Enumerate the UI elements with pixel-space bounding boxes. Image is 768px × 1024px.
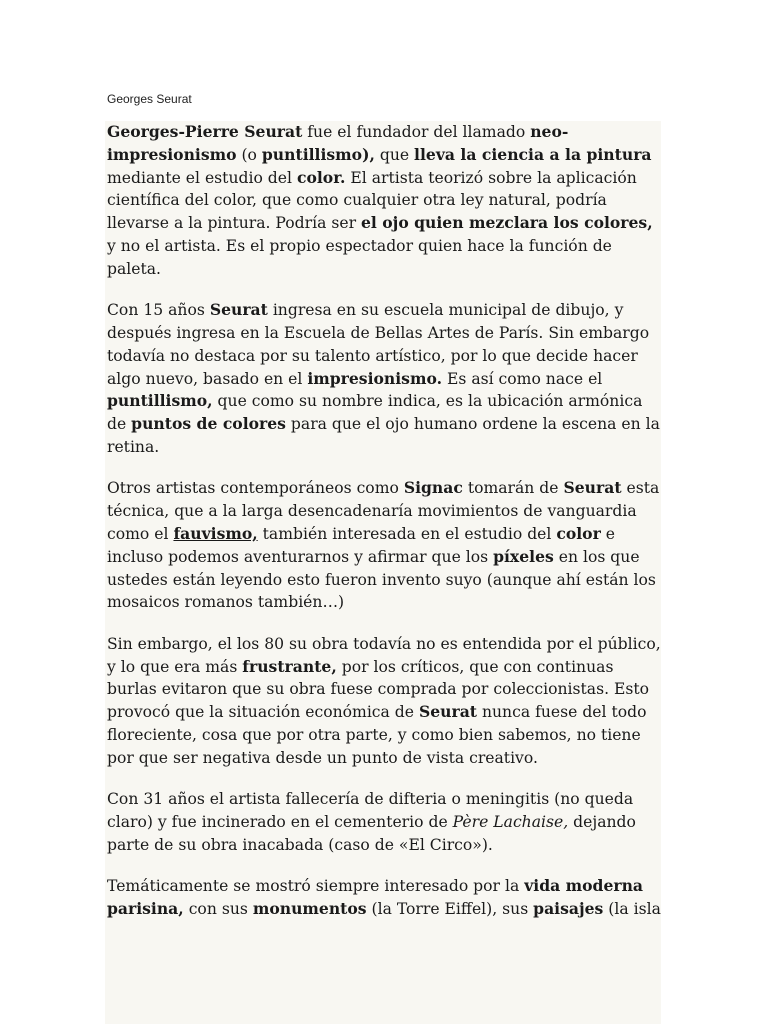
- text-run: Temáticamente se mostró siempre interesado por la: [107, 877, 525, 896]
- bold-text: píxeles: [493, 546, 554, 566]
- bold-text: puntos de colores: [131, 414, 286, 434]
- text-run: El artista teorizó sobre la aplicación científica del color, que como cualquier otra ley natural, podría llevarse a la pintura. Podría ser: [107, 168, 637, 233]
- text-run: (la isla: [603, 899, 661, 918]
- text-run: que como su nombre indica, es la ubicación armónica de: [107, 392, 643, 434]
- bold-text: Seurat: [209, 300, 268, 320]
- bold-text: lleva la ciencia a la pintura: [414, 144, 652, 164]
- text-run: Con 31 años el artista fallecería de difteria o meningitis (no queda claro) y fue incinerado en el cementerio de: [107, 790, 634, 831]
- text-run: Con 15 años: [107, 301, 210, 320]
- paragraph: [107, 299, 661, 459]
- text-run: que: [374, 145, 415, 164]
- bold-text: Signac: [403, 478, 463, 498]
- paragraph: [107, 633, 661, 770]
- text-run: esta técnica, que a la larga desencadenaría movimientos de vanguardia como el: [107, 479, 660, 543]
- bold-text: Seurat: [563, 478, 622, 498]
- bold-text: color.: [296, 167, 346, 187]
- text-run: Otros artistas contemporáneos como: [107, 479, 404, 498]
- bold-text: el ojo quien mezclara los colores,: [361, 213, 653, 233]
- bold-text: frustrante,: [242, 656, 337, 676]
- text-run: fue el fundador del llamado: [302, 123, 531, 141]
- paragraph: [107, 788, 661, 856]
- bold-text: fauvismo,: [173, 523, 258, 543]
- text-run: ingresa en su escuela municipal de dibujo, y después ingresa en la Escuela de Bellas Artes de París. Sin embargo todavía no destaca por su talento artístico, por lo que decide hacer algo nuevo, basado en el: [107, 301, 650, 388]
- paragraph: [107, 121, 661, 281]
- bold-text: color: [556, 523, 601, 543]
- italic-text: Père Lachaise,: [452, 812, 569, 831]
- bold-text: impresionismo.: [307, 368, 443, 388]
- text-run: con sus: [183, 899, 253, 918]
- bold-text: Georges-Pierre Seurat: [107, 122, 303, 141]
- text-run: y no el artista. Es el propio espectador quien hace la función de paleta.: [107, 236, 612, 278]
- bold-text: neo-impresionismo: [107, 122, 569, 164]
- article-body: [105, 121, 661, 1024]
- paragraph: [107, 875, 661, 921]
- text-run: dejando parte de su obra inacabada (caso de «El Circo»).: [107, 812, 636, 854]
- bold-text: vida moderna parisina,: [107, 876, 644, 918]
- text-run: (la Torre Eiffel), sus: [366, 899, 534, 918]
- document-title: Georges Seurat: [107, 92, 192, 106]
- bold-text: monumentos: [252, 898, 367, 918]
- text-run: mediante el estudio del: [107, 168, 297, 187]
- bold-text: paisajes: [533, 898, 604, 918]
- text-run: por los críticos, que con continuas burlas evitaron que su obra fuese comprada por coleccionistas. Esto provocó que la situación económica de: [107, 657, 650, 722]
- text-run: e incluso podemos aventurarnos y afirmar que los: [107, 524, 615, 566]
- bold-text: puntillismo),: [261, 144, 375, 164]
- paragraph: [107, 477, 661, 614]
- bold-text: puntillismo,: [107, 391, 213, 411]
- text-run: también interesada en el estudio del: [257, 524, 557, 543]
- text-run: Sin embargo, el los 80 su obra todavía no es entendida por el público, y lo que era más: [107, 634, 661, 676]
- text-run: (o: [236, 145, 262, 164]
- text-run: nunca fuese del todo floreciente, cosa que por otra parte, y como bien sabemos, no tiene por que ser negativa desde un punto de vista creativo.: [107, 703, 647, 767]
- text-run: para que el ojo humano ordene la escena en la retina.: [107, 415, 660, 456]
- text-run: en los que ustedes están leyendo esto fueron invento suyo (aunque ahí están los mosaicos romanos también…): [107, 547, 656, 612]
- text-run: tomarán de: [462, 479, 564, 498]
- bold-text: Seurat: [418, 702, 478, 722]
- text-run: Es así como nace el: [442, 369, 603, 388]
